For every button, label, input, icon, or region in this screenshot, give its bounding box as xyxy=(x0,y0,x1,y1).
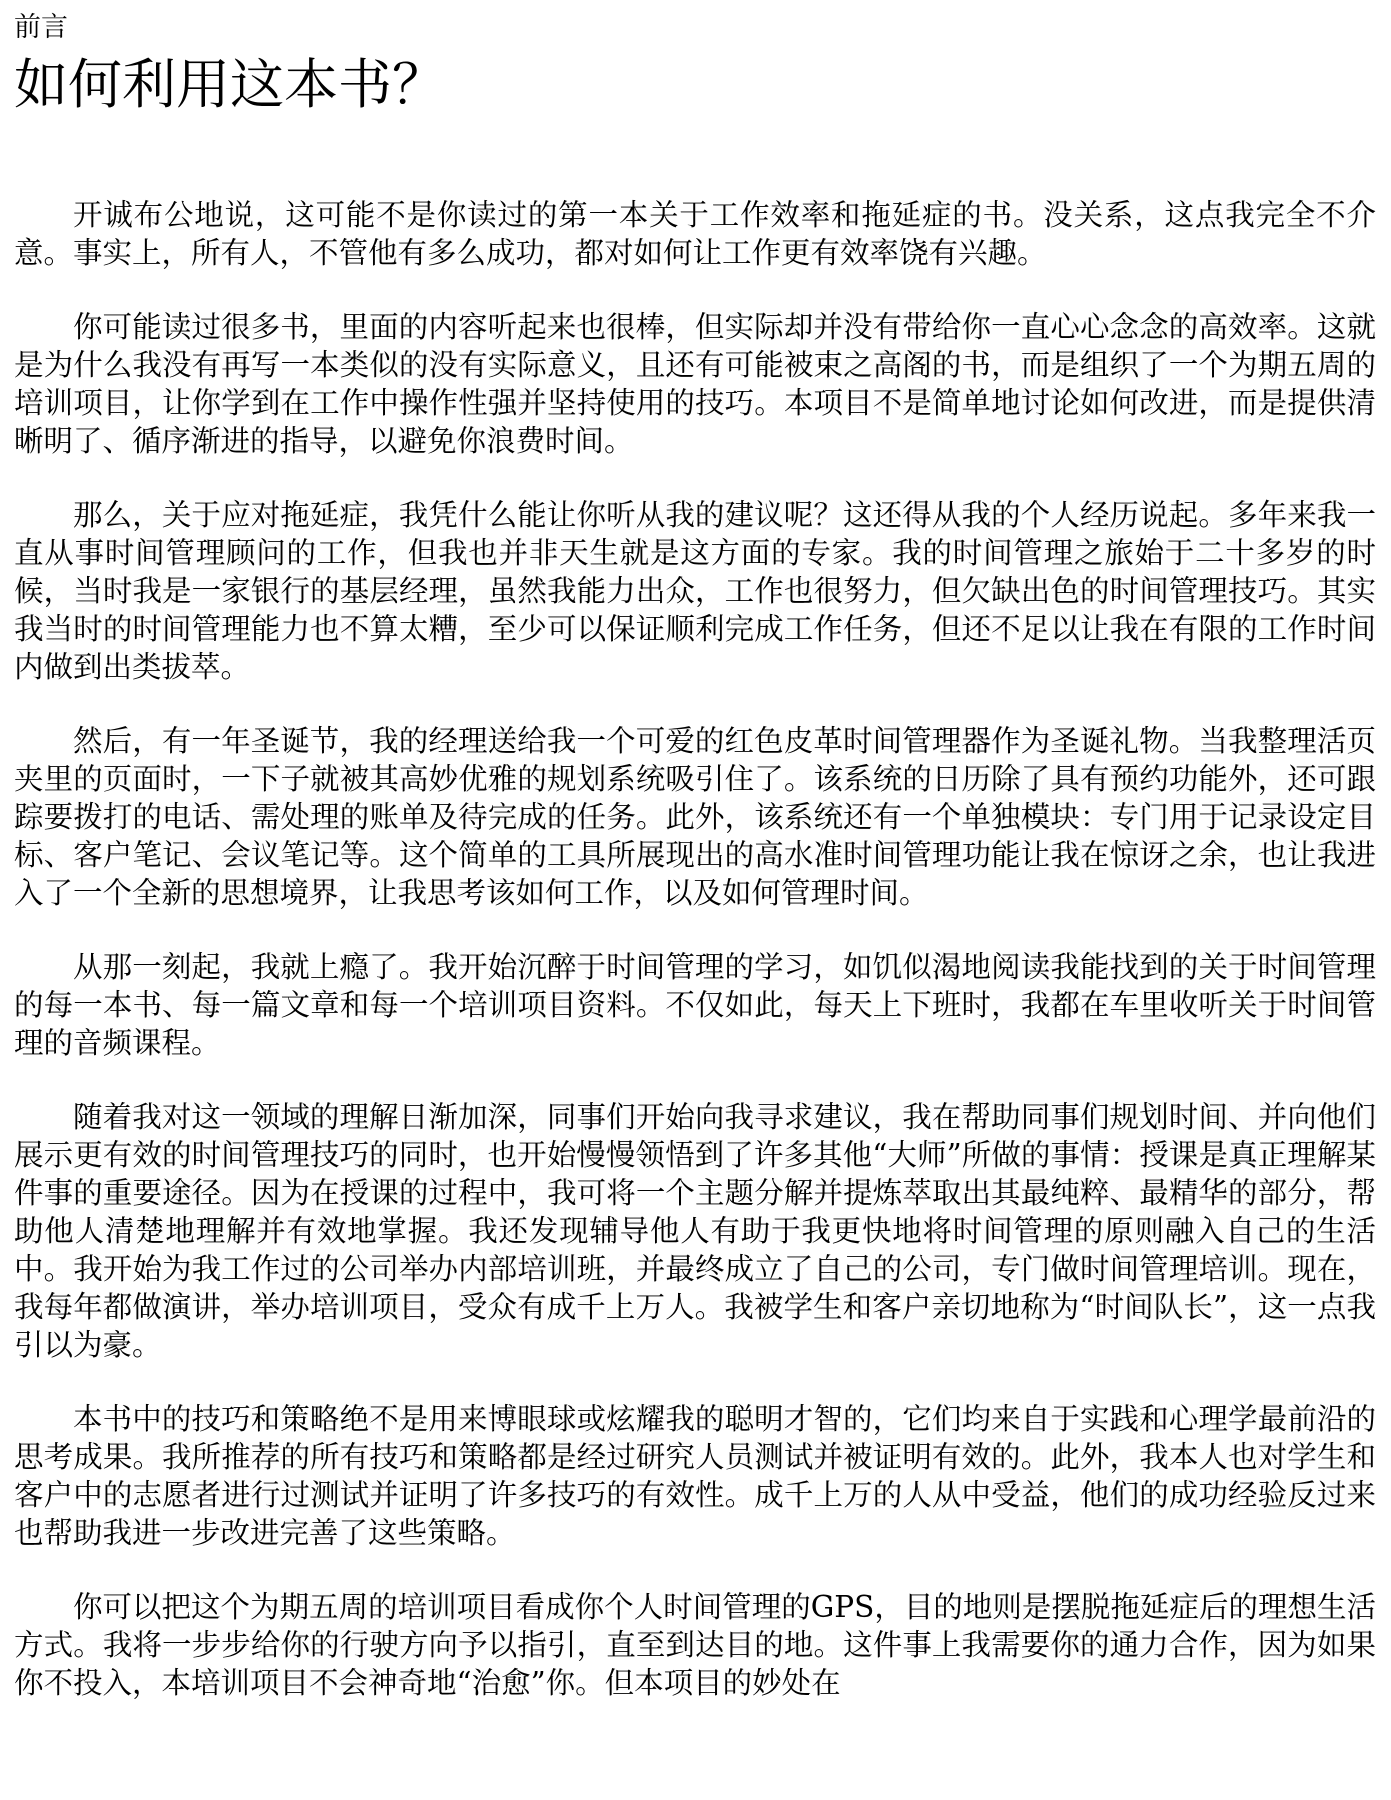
paragraph: 然后，有一年圣诞节，我的经理送给我一个可爱的红色皮革时间管理器作为圣诞礼物。当我整理活页夹里的页面时，一下子就被其高妙优雅的规划系统吸引住了。该系统的日历除了具有预约功能外，还可跟踪要拨打的电话、需处理的账单及待完成的任务。此外，该系统还有一个单独模块：专门用于记录设定目标、客户笔记、会议笔记等。这个简单的工具所展现出的高水准时间管理功能让我在惊讶之余，也让我进入了一个全新的思想境界，让我思考该如何工作，以及如何管理时间。 xyxy=(14,724,1376,910)
paragraph: 从那一刻起，我就上瘾了。我开始沉醉于时间管理的学习，如饥似渴地阅读我能找到的关于时间管理的每一本书、每一篇文章和每一个培训项目资料。不仅如此，每天上下班时，我都在车里收听关于时间管理的音频课程。 xyxy=(14,950,1376,1060)
section-label: 前言 xyxy=(14,12,68,43)
paragraph: 那么，关于应对拖延症，我凭什么能让你听从我的建议呢？这还得从我的个人经历说起。多年来我一直从事时间管理顾问的工作，但我也并非天生就是这方面的专家。我的时间管理之旅始于二十多岁的时候，当时我是一家银行的基层经理，虽然我能力出众，工作也很努力，但欠缺出色的时间管理技巧。其实我当时的时间管理能力也不算太糟，至少可以保证顺利完成工作任务，但还不足以让我在有限的工作时间内做到出类拔萃。 xyxy=(14,498,1376,684)
paragraph: 开诚布公地说，这可能不是你读过的第一本关于工作效率和拖延症的书。没关系，这点我完全不介意。事实上，所有人，不管他有多么成功，都对如何让工作更有效率饶有兴趣。 xyxy=(14,198,1376,270)
body-text xyxy=(14,196,1376,1738)
paragraph: 你可以把这个为期五周的培训项目看成你个人时间管理的GPS，目的地则是摆脱拖延症后的理想生活方式。我将一步步给你的行驶方向予以指引，直至到达目的地。这件事上我需要你的通力合作，因为如果你不投入，本培训项目不会神奇地“治愈”你。但本项目的妙处在 xyxy=(14,1590,1376,1700)
paragraph: 随着我对这一领域的理解日渐加深，同事们开始向我寻求建议，我在帮助同事们规划时间、并向他们展示更有效的时间管理技巧的同时，也开始慢慢领悟到了许多其他“大师”所做的事情：授课是真正理解某件事的重要途径。因为在授课的过程中，我可将一个主题分解并提炼萃取出其最纯粹、最精华的部分，帮助他人清楚地理解并有效地掌握。我还发现辅导他人有助于我更快地将时间管理的原则融入自己的生活中。我开始为我工作过的公司举办内部培训班，并最终成立了自己的公司，专门做时间管理培训。现在，我每年都做演讲，举办培训项目，受众有成千上万人。我被学生和客户亲切地称为“时间队长”，这一点我引以为豪。 xyxy=(14,1100,1376,1362)
paragraph: 你可能读过很多书，里面的内容听起来也很棒，但实际却并没有带给你一直心心念念的高效率。这就是为什么我没有再写一本类似的没有实际意义，且还有可能被束之高阁的书，而是组织了一个为期五周的培训项目，让你学到在工作中操作性强并坚持使用的技巧。本项目不是简单地讨论如何改进，而是提供清晰明了、循序渐进的指导，以避免你浪费时间。 xyxy=(14,310,1376,458)
page-title: 如何利用这本书？ xyxy=(14,53,446,116)
paragraph: 本书中的技巧和策略绝不是用来博眼球或炫耀我的聪明才智的，它们均来自于实践和心理学最前沿的思考成果。我所推荐的所有技巧和策略都是经过研究人员测试并被证明有效的。此外，我本人也对学生和客户中的志愿者进行过测试并证明了许多技巧的有效性。成千上万的人从中受益，他们的成功经验反过来也帮助我进一步改进完善了这些策略。 xyxy=(14,1402,1376,1550)
